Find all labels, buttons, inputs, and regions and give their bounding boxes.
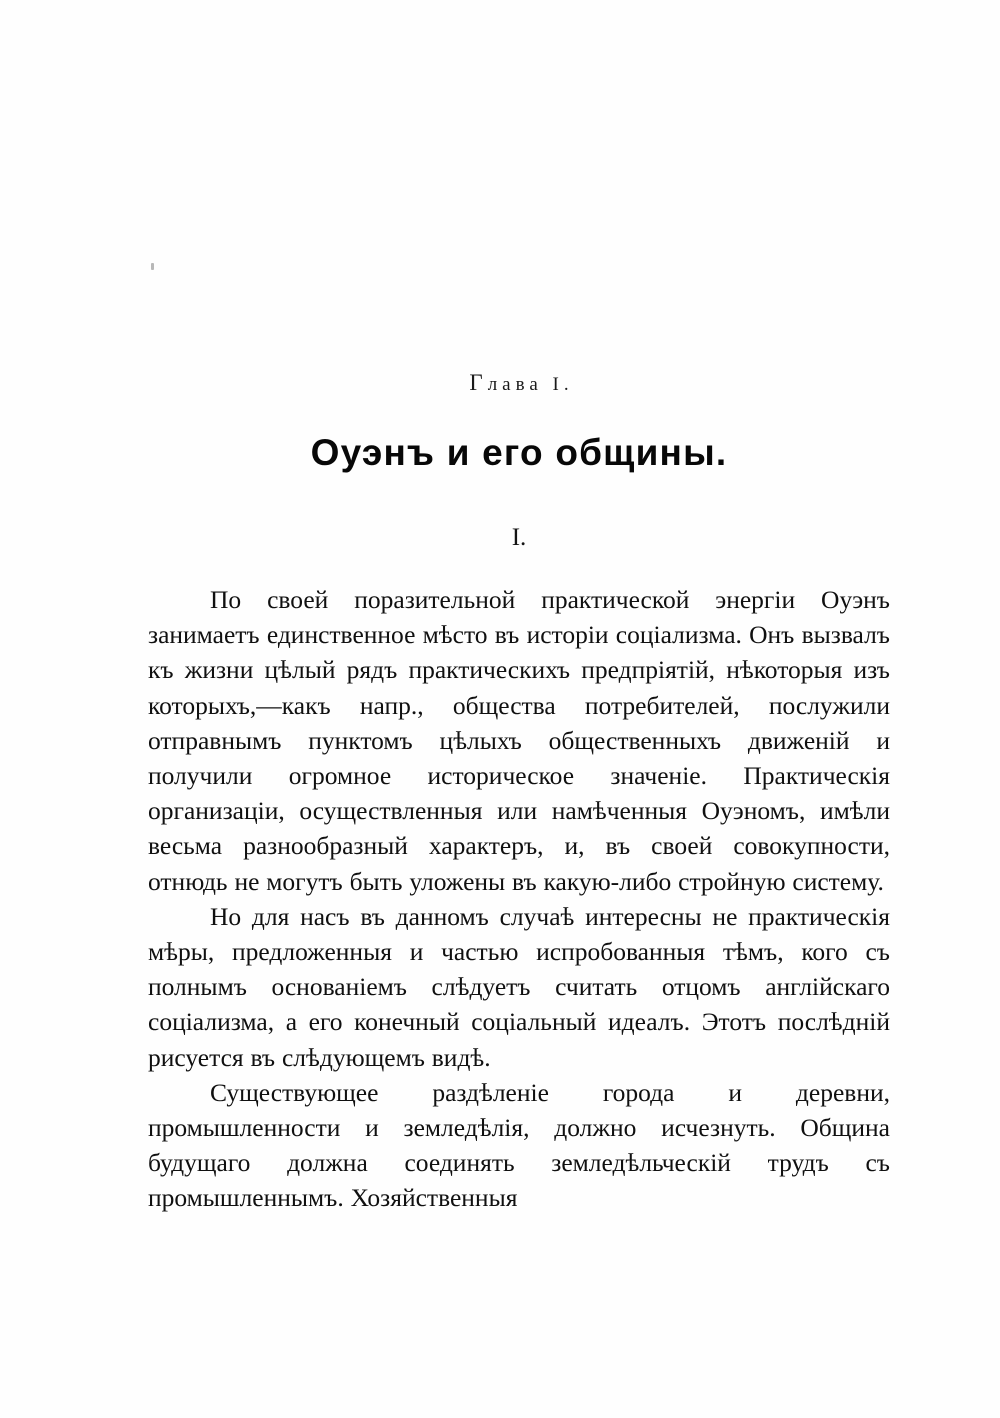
body-copy xyxy=(148,582,890,1216)
page-text-block xyxy=(148,370,890,1216)
page-title: Оуэнъ и его общины. xyxy=(310,431,728,473)
paragraph: Но для насъ въ данномъ случаѣ интересны не практическія мѣры, предложенныя и частью испробованныя тѣмъ, кого съ полнымъ основаніемъ слѣдуетъ считать отцомъ англійскаго соціализма, а его конечный соціальный идеалъ. Этотъ послѣдній рисуется въ слѣдующемъ видѣ. xyxy=(148,901,890,1072)
chapter-label-rest: лава I. xyxy=(487,374,574,395)
chapter-label xyxy=(148,370,890,396)
scan-artifact-speck xyxy=(151,263,154,270)
section-number: I. xyxy=(511,524,527,552)
paragraph: По своей поразительной практической энергіи Оуэнъ занимаетъ единственное мѣсто въ исторіи соціализма. Онъ вызвалъ къ жизни цѣлый рядъ практическихъ предпріятій, нѣкоторыя изъ которыхъ,—какъ напр., общества потребителей, послужили отправнымъ пунктомъ цѣлыхъ общественныхъ движеній и получили огромное историческое значеніе. Практическія организаціи, осуществленныя или намѣченныя Оуэномъ, имѣли весьма разнообразный характеръ, и, въ своей совокупности, отнюдь не могутъ быть уложены въ какую-либо стройную систему. xyxy=(148,584,890,896)
paragraph: Существующее раздѣленіе города и деревни, промышленности и земледѣлія, должно исчезнуть. Община будущаго должна соединять земледѣльческій трудъ съ промышленнымъ. Хозяйственныя xyxy=(148,1077,890,1213)
chapter-label-initial: Г xyxy=(469,370,488,395)
